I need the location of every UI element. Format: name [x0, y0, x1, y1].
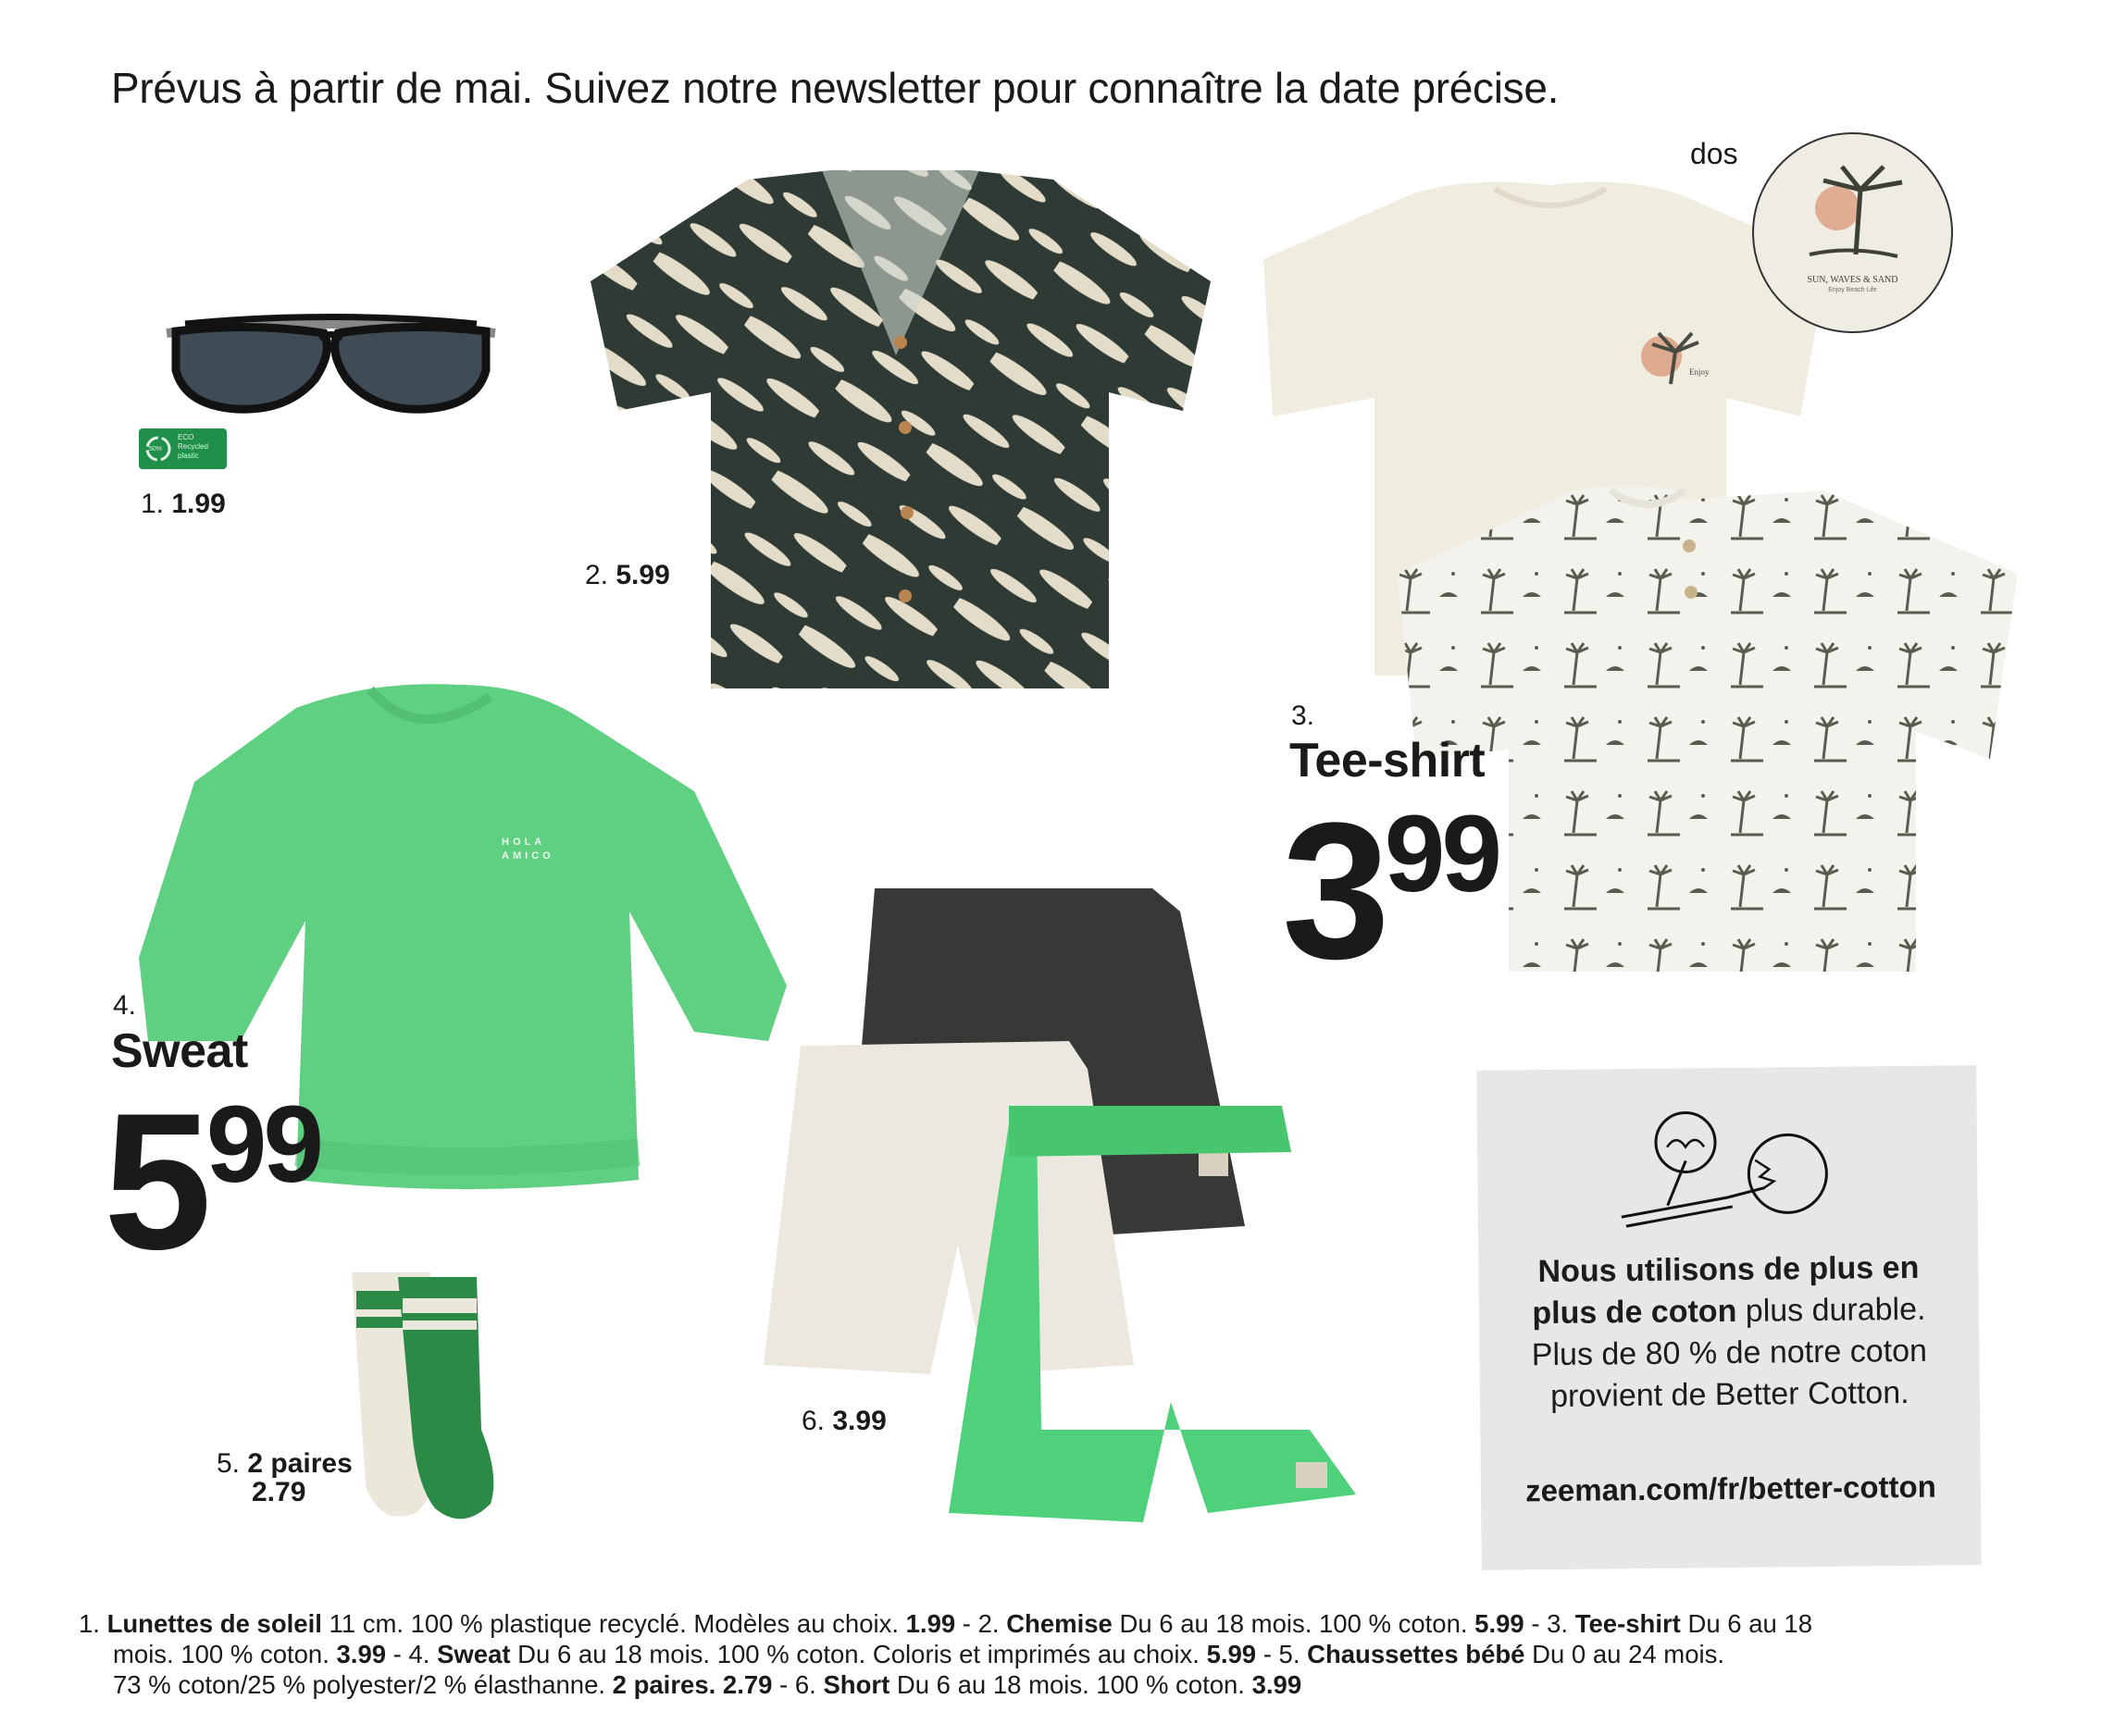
footer-line-3: 73 % coton/25 % polyester/2 % élasthanne. 2 paires. 2.79 - 6. Short Du 6 au 18 mois. 100 % coton. 3.99: [113, 1670, 1302, 1699]
product-shirt: [581, 170, 1220, 700]
eco-percent: 50%: [149, 446, 163, 453]
price-label-socks: 5. 2 paires 2.79: [217, 1448, 353, 1507]
product-number-sweat: 4.: [113, 990, 137, 1021]
eco-recycled-plastic-badge: [139, 428, 227, 469]
back-print-subtitle: Enjoy Beach Life: [1828, 287, 1877, 293]
product-details-footer: [79, 1608, 2032, 1700]
product-name-sweat: Sweat: [111, 1024, 248, 1078]
shorts-image: [764, 884, 1384, 1550]
product-sunglasses: [148, 296, 514, 416]
cotton-message: Nous utilisons de plus en plus de coton plus durable. Plus de 80 % de notre coton provient de Better Cotton.: [1531, 1249, 1928, 1415]
svg-text:Enjoy: Enjoy: [1689, 367, 1710, 377]
back-print-title: SUN, WAVES & SAND: [1807, 275, 1898, 285]
palm-tree-icon: [1791, 153, 1911, 273]
product-name-tee-shirt: Tee-shirt: [1289, 734, 1486, 787]
better-cotton-link[interactable]: zeeman.com/fr/better-cotton: [1524, 1469, 1936, 1508]
back-view-label: dos: [1690, 137, 1738, 170]
page-headline: Prévus à partir de mai. Suivez notre newsletter pour connaître la date précise.: [111, 64, 1560, 112]
socks-image: [342, 1263, 574, 1522]
big-price-tee-shirt: 399: [1282, 782, 1499, 999]
shirt-image: [581, 170, 1220, 700]
sunglasses-image: [148, 296, 514, 416]
big-price-sweat: 599: [104, 1073, 321, 1290]
better-cotton-info-box: [1476, 1065, 1982, 1570]
eco-top: ECO: [178, 433, 194, 441]
price-label-shirt: 2. 5.99: [585, 560, 670, 590]
product-socks: [342, 1263, 574, 1522]
eco-line1: Recycled: [178, 442, 208, 451]
product-shorts: [764, 884, 1384, 1550]
price-label-sunglasses: 1. 1.99: [141, 489, 226, 519]
tee-shirt-back-print-circle: [1752, 132, 1953, 333]
cotton-plant-icon: [1615, 1095, 1839, 1246]
product-number-tee-shirt: 3.: [1291, 701, 1315, 731]
footer-line-2: mois. 100 % coton. 3.99 - 4. Sweat Du 6 au 18 mois. 100 % coton. Coloris et imprimés au choix. 5.99 - 5. Chaussettes bébé Du 0 au 24 mois.: [113, 1640, 1725, 1668]
footer-line-1: 1. Lunettes de soleil 11 cm. 100 % plastique recyclé. Modèles au choix. 1.99 - 2. Chemise Du 6 au 18 mois. 100 % coton. 5.99 - 3. Tee-shirt Du 6 au 18: [79, 1609, 1813, 1638]
eco-line2: plastic: [178, 452, 199, 460]
sweat-print-text: HOLA AMICO: [502, 837, 554, 862]
price-label-shorts: 6. 3.99: [802, 1406, 887, 1436]
